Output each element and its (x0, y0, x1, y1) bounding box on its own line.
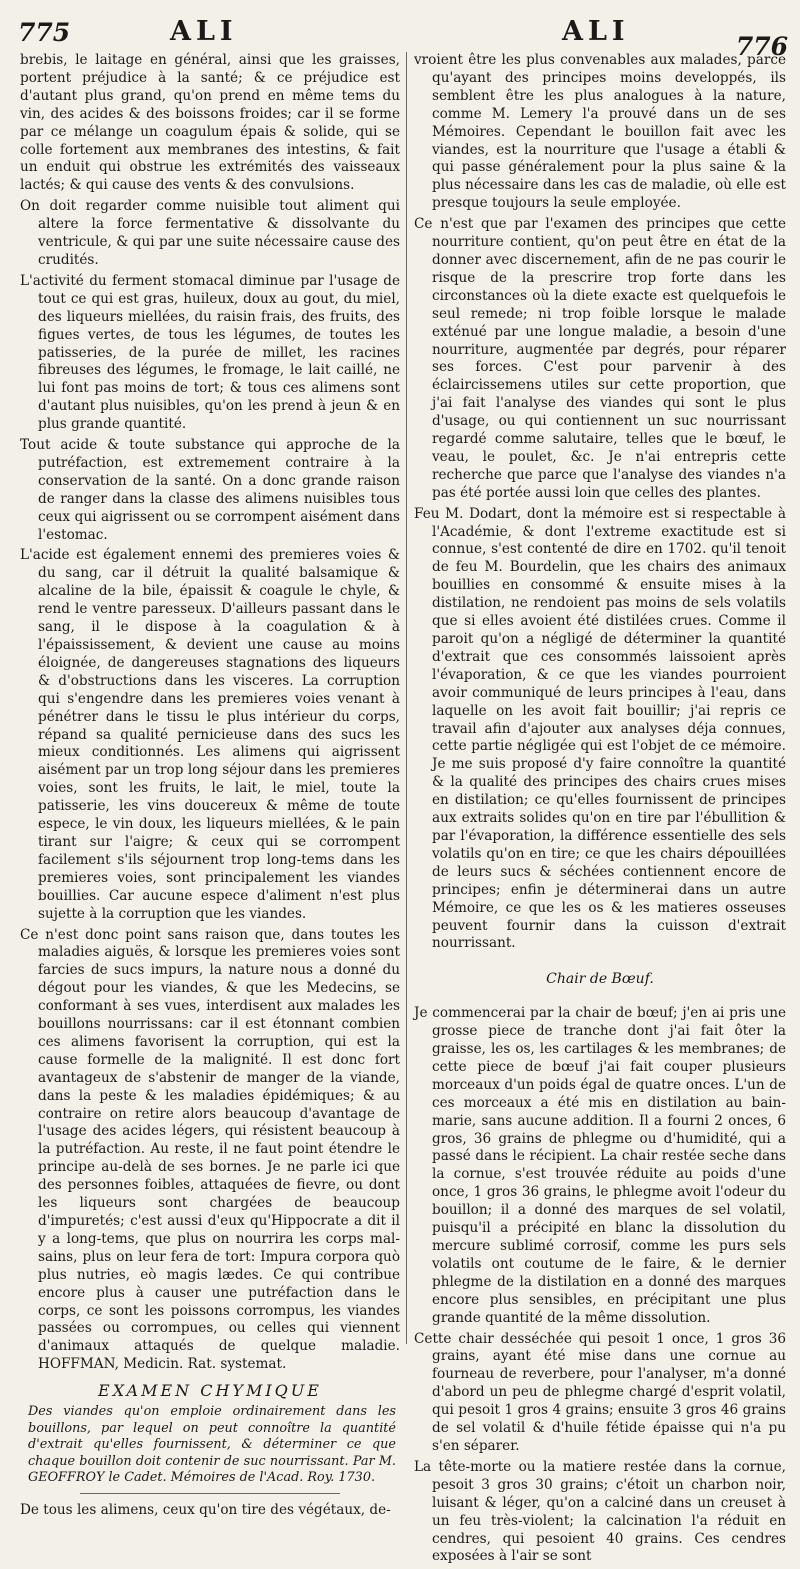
paragraph: La tête-morte ou la matiere restée dans la cornue, pesoit 3 gros 30 grains; c'étoit un charbon noir, luisant & léger, qu'on a calciné dans un creuset à un feu très-violent; la calcination l'a réduit en cendres, qui pesoient 40 grains. Ces cendres exposées à l'air se sont (414, 1458, 786, 1565)
paragraph: De tous les alimens, ceux qu'on tire des végétaux, de- (20, 1501, 391, 1518)
section-title: EXAMEN CHYMIQUE (98, 1381, 322, 1401)
paragraph: Feu M. Dodart, dont la mémoire est si respectable à l'Académie, & dont l'extreme exactitude est si connue, s'est contenté de dire en 1702. qu'il tenoit de feu M. Bourdelin, que les chairs des animaux bouillies en consommé & ensuite mises à la distilation, ne rendoient pas moins de sels volatils que si elles avoient été distilées crues. Comme il paroit qu'on a négligé de déterminer la quantité d'extrait que ces consommés laissoient après l'évaporation, & ce que les viandes pourroient avoir communiqué de leurs principes à l'eau, dans laquelle on les avoit fait bouillir; j'ai repris ce travail afin d'ajouter aux analyses déja connues, cette partie négligée qui est l'objet de ce mémoire. Je me suis proposé d'y faire connoître la quantité & la qualité des principes des chairs crues mises en distilation; ce qu'elles fournissent de principes aux extraits solides qu'on en tire par l'ébullition & par l'évaporation, la différence essentielle des sels volatils qu'on en tire; ce que les chairs dépouillées de leurs sucs & séchées contiennent encore de principes; enfin je déterminerai dans un autre Mémoire, ce que les os & les matieres osseuses peuvent fournir dans la cuisson d'extrait nourrissant. (414, 505, 786, 952)
column-divider (406, 52, 407, 1344)
section-heading: Chair de Bœuf. (546, 971, 654, 988)
paragraph: L'activité du ferment stomacal diminue par l'usage de tout ce qui est gras, huileux, doux au gout, du miel, des liqueurs miellées, du raisin frais, des fruits, des figues vertes, de tous les légumes, de toutes les patisseries, de la purée de millet, les racines fibreuses des légumes, le fromage, le lait caillé, ne lui font pas moins de tort; & tous ces alimens sont d'autant plus nuisibles, qu'on les prend à jeun & en plus grande quantité. (20, 272, 400, 433)
paragraph: Je commencerai par la chair de bœuf; j'en ai pris une grosse piece de tranche dont j'ai fait ôter la graisse, les os, les cartilages & les membranes; de cette piece de bœuf j'ai fait couper plusieurs morceaux d'un poids égal de quatre onces. L'un de ces morceaux a été mis en distilation au bain-marie, sans aucune addition. Il a fourni 2 onces, 6 gros, 36 grains de phlegme ou d'humidité, qui a passé dans le récipient. La chair restée seche dans la cornue, s'est trouvée réduite au poids d'une once, 1 gros 36 grains, le phlegme avoit l'odeur du bouillon; il a donné des marques de sel volatil, puisqu'il a précipité en blanc la dissolution du mercure sublimé corrosif, comme les purs sels volatils ont coutume de le faire, & le dernier phlegme de la distilation en a donné des marques encore plus sensibles, en précipitant une plus grande quantité de la même dissolution. (414, 1005, 786, 1326)
left-column (20, 52, 400, 1522)
paragraph: On doit regarder comme nuisible tout aliment qui altere la force fermentative & dissolvante du ventricule, & qui par une suite nécessaire cause des crudités. (20, 198, 400, 268)
paragraph: L'acide est également ennemi des premieres voies & du sang, car il détruit la qualité balsamique & alcaline de la bile, épaissit & coagule le chyle, & rend le ventre paresseux. D'ailleurs passant dans le sang, il le dispose à la coagulation & à l'épaississement, & devient une cause au moins éloignée, de dangereuses stagnations des liqueurs & d'obstructions dans les visceres. La corruption qui s'engendre dans les premieres voies venant à pénétrer dans le tissu le plus intérieur du corps, répand sa qualité pernicieuse dans des sucs les mieux conditionnés. Les alimens qui aigrissent aisément par un trop long séjour dans les premieres voies, sont les fruits, le lait, le miel, toute la patisserie, les vins doucereux & même de toute espece, le vin doux, les liqueurs miellées, & le pain tirant sur l'aigre; & ceux qui se corrompent facilement s'ils séjournent trop long-tems dans les premieres voies, sont principalement les viandes bouillies. Car aucune espece d'aliment n'est plus sujette à la corruption que les viandes. (20, 547, 400, 922)
page-number-left: 775 (18, 18, 71, 47)
section-subtitle: Des viandes qu'on emploie ordinairement dans les bouillons, par lequel on peut connoître la quantité d'extrait qu'elles fournissent, & déterminer ce que chaque bouillon doit contenir de suc nourrissant. Par M. GEOFFROY le Cadet. Mémoires de l'Acad. Roy. 1730. (28, 1404, 396, 1486)
paragraph: Ce n'est que par l'examen des principes que cette nourriture contient, qu'on peut être en état de la donner avec discernement, afin de ne pas courir le risque de la prescrire trop forte dans les circonstances où la diete exacte est quelquefois le seul remede; ni trop foible lorsque le malade exténué par une longue maladie, a besoin d'une nourriture, augmentée par degrés, pour réparer ses forces. C'est pour parvenir à des éclaircissemens utiles sur cette proportion, que j'ai fait l'analyse des viandes qui sont le plus d'usage, ou qui contiennent un suc nourrissant regardé comme salutaire, telles que le bœuf, le veau, le poulet, &c. Je n'ai entrepris cette recherche que parce que l'analyse des viandes n'a pas été portée aussi loin que celles des plantes. (414, 216, 786, 501)
paragraph: Tout acide & toute substance qui approche de la putréfaction, est extremement contraire à la conservation de la santé. On a donc grande raison de ranger dans la classe des alimens nuisibles tous ceux qui aigrissent ou se corrompent aisément dans l'estomac. (20, 437, 400, 543)
paragraph: Ce n'est donc point sans raison que, dans toutes les maladies aiguës, & lorsque les premieres voies sont farcies de sucs impurs, la nature nous a donné du dégout pour les viandes, & que les Medecins, se conformant à ses vues, interdisent aux malades les bouillons nourrissans: car il est étonnant combien ces alimens favorisent la corruption, qui est la cause formelle de la malignité. Il est donc fort avantageux de s'abstenir de manger de la viande, dans la peste & les maladies épidémiques; & au contraire on retire alors beaucoup d'avantage de l'usage des acides légers, qui résistent beaucoup à la putréfaction. Au reste, il ne faut point étendre le principe au-delà de ses bornes. Je ne parle ici que des personnes foibles, attaquées de fievre, ou dont les liqueurs sont chargées de beaucoup d'impuretés; c'est aussi d'eux qu'Hippocrate a dit il y a long-tems, que plus on nourrira les corps mal-sains, plus on leur fera de tort: Impura corpora quò plus nutries, eò magis lædes. Ce qui contribue encore plus à causer une putréfaction dans le corps, ce sont les poissons corrompus, les viandes passées ou corrompues, ou celles qui viennent d'animaux attaqués de quelque maladie. HOFFMAN, Medicin. Rat. systemat. (20, 926, 400, 1373)
paragraph: vroient être les plus convenables aux malades, parce qu'ayant des principes moins developpés, ils semblent être les plus analogues à la nature, comme M. Lemery l'a prouvé dans un de ses Mémoires. Cependant le bouillon fait avec les viandes, est la nourriture que l'usage a établi & qui passe généralement pour la plus saine & la plus nécessaire dans les cas de maladie, où elle est presque toujours la seule employée. (414, 52, 786, 212)
paragraph: Cette chair desséchée qui pesoit 1 once, 1 gros 36 grains, ayant été mise dans une cornue au fourneau de reverbere, pour l'analyser, m'a donné d'abord un peu de phlegme chargé d'esprit volatil, qui pesoit 1 gros 4 grains; ensuite 3 gros 46 grains de sel volatil & d'huile fétide épaisse qui n'a pu s'en séparer. (414, 1330, 786, 1454)
page-header (0, 14, 800, 61)
page-number-right: 776 (735, 32, 788, 61)
running-head-right: ALI (562, 16, 630, 47)
paragraph: brebis, le laitage en général, ainsi que les graisses, portent préjudice à la santé; & ce préjudice est d'autant plus grand, qu'on prend en même tems du vin, des acides & des boissons froides; car il se forme par ce mélange un coagulum épais & solide, qui se colle fortement aux membranes des intestins, & fait un enduit qui obstrue les extrémités des vaisseaux lactés; & qui cause des vents & des convulsions. (20, 52, 400, 194)
divider (80, 1493, 340, 1494)
right-column (414, 52, 786, 1569)
running-head-left: ALI (170, 16, 238, 47)
